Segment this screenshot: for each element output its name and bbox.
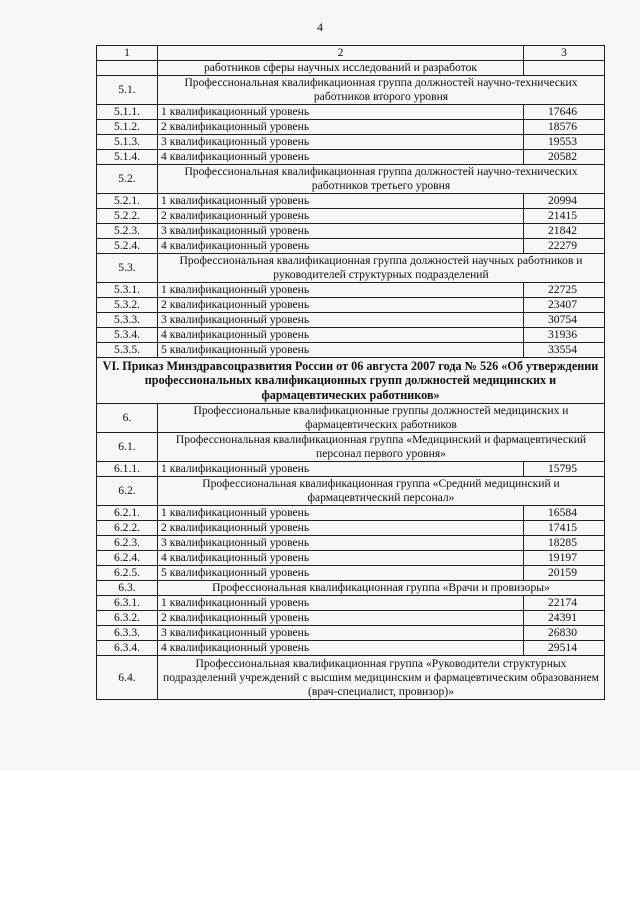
row-label: 1 квалификационный уровень xyxy=(158,283,524,298)
table-header-row xyxy=(97,46,605,61)
row-title: работников сферы научных исследований и разработок xyxy=(158,61,524,76)
row-code: 5.2. xyxy=(97,165,158,194)
row-title: Профессиональная квалификационная группа «Врачи и провизоры» xyxy=(158,581,605,596)
continuation-row xyxy=(97,61,605,76)
table-row xyxy=(97,150,605,165)
row-label: 3 квалификационный уровень xyxy=(158,313,524,328)
group-row xyxy=(97,404,605,433)
row-value xyxy=(524,61,605,76)
row-code: 5.1.1. xyxy=(97,105,158,120)
row-code: 5.2.2. xyxy=(97,209,158,224)
row-title: Профессиональная квалификационная группа «Средний медицинский и фармацевтический персонал» xyxy=(158,477,605,506)
row-label: 2 квалификационный уровень xyxy=(158,209,524,224)
table-row xyxy=(97,209,605,224)
row-value: 17415 xyxy=(524,521,605,536)
row-code: 6.3.1. xyxy=(97,596,158,611)
row-value: 17646 xyxy=(524,105,605,120)
table-row xyxy=(97,641,605,656)
row-code: 5.2.4. xyxy=(97,239,158,254)
group-row xyxy=(97,477,605,506)
group-row xyxy=(97,656,605,700)
row-code: 6.3.3. xyxy=(97,626,158,641)
table-row xyxy=(97,224,605,239)
row-code: 5.2.1. xyxy=(97,194,158,209)
table-row xyxy=(97,566,605,581)
table-row xyxy=(97,135,605,150)
row-label: 1 квалификационный уровень xyxy=(158,596,524,611)
row-code: 6.3.4. xyxy=(97,641,158,656)
section-row xyxy=(97,358,605,404)
row-title: Профессиональная квалификационная группа должностей научно-технических работников второго уровня xyxy=(158,76,605,105)
table-row xyxy=(97,194,605,209)
row-label: 1 квалификационный уровень xyxy=(158,506,524,521)
row-value: 24391 xyxy=(524,611,605,626)
row-label: 3 квалификационный уровень xyxy=(158,536,524,551)
row-label: 4 квалификационный уровень xyxy=(158,239,524,254)
row-value: 15795 xyxy=(524,462,605,477)
row-label: 4 квалификационный уровень xyxy=(158,150,524,165)
table-row xyxy=(97,343,605,358)
group-row xyxy=(97,76,605,105)
row-value: 31936 xyxy=(524,328,605,343)
row-label: 3 квалификационный уровень xyxy=(158,135,524,150)
row-value: 23407 xyxy=(524,298,605,313)
row-code: 6.1. xyxy=(97,433,158,462)
row-code: 6.4. xyxy=(97,656,158,700)
table-row xyxy=(97,328,605,343)
group-row xyxy=(97,165,605,194)
page-number: 4 xyxy=(317,20,323,34)
table-row xyxy=(97,298,605,313)
row-code: 5.1.4. xyxy=(97,150,158,165)
row-code: 5.1.3. xyxy=(97,135,158,150)
row-value: 29514 xyxy=(524,641,605,656)
table-row xyxy=(97,611,605,626)
row-code: 6.2.3. xyxy=(97,536,158,551)
row-code: 5.1. xyxy=(97,76,158,105)
row-value: 22174 xyxy=(524,596,605,611)
row-code: 5.3.2. xyxy=(97,298,158,313)
row-label: 4 квалификационный уровень xyxy=(158,328,524,343)
row-code: 6.2.1. xyxy=(97,506,158,521)
row-label: 1 квалификационный уровень xyxy=(158,194,524,209)
row-value: 22279 xyxy=(524,239,605,254)
row-code: 5.3. xyxy=(97,254,158,283)
row-label: 1 квалификационный уровень xyxy=(158,105,524,120)
row-code: 6.2. xyxy=(97,477,158,506)
group-row xyxy=(97,433,605,462)
row-label: 2 квалификационный уровень xyxy=(158,521,524,536)
column-header: 2 xyxy=(158,46,524,61)
group-row xyxy=(97,254,605,283)
row-label: 2 квалификационный уровень xyxy=(158,298,524,313)
table-row xyxy=(97,120,605,135)
row-value: 20994 xyxy=(524,194,605,209)
row-value: 22725 xyxy=(524,283,605,298)
row-code: 5.3.3. xyxy=(97,313,158,328)
row-code: 5.3.4. xyxy=(97,328,158,343)
row-value: 19553 xyxy=(524,135,605,150)
row-value: 18285 xyxy=(524,536,605,551)
table-row xyxy=(97,283,605,298)
row-value: 16584 xyxy=(524,506,605,521)
row-title: Профессиональная квалификационная группа должностей научно-технических работников третьего уровня xyxy=(158,165,605,194)
row-label: 5 квалификационный уровень xyxy=(158,566,524,581)
row-code: 6. xyxy=(97,404,158,433)
row-label: 5 квалификационный уровень xyxy=(158,343,524,358)
row-title: Профессиональная квалификационная группа должностей научных работников и руководителей структурных подразделений xyxy=(158,254,605,283)
row-code: 6.3.2. xyxy=(97,611,158,626)
row-label: 4 квалификационный уровень xyxy=(158,551,524,566)
row-value: 20159 xyxy=(524,566,605,581)
row-value: 18576 xyxy=(524,120,605,135)
section-title: VI. Приказ Минздравсоцразвития России от 06 августа 2007 года № 526 «Об утверждении профессиональных квалификационных групп должностей медицинских и фармацевтических работников» xyxy=(97,358,605,404)
row-code: 6.2.4. xyxy=(97,551,158,566)
row-value: 30754 xyxy=(524,313,605,328)
row-label: 3 квалификационный уровень xyxy=(158,626,524,641)
row-code: 5.1.2. xyxy=(97,120,158,135)
row-label: 2 квалификационный уровень xyxy=(158,611,524,626)
row-label: 4 квалификационный уровень xyxy=(158,641,524,656)
row-code: 6.2.2. xyxy=(97,521,158,536)
table-row xyxy=(97,536,605,551)
row-value: 20582 xyxy=(524,150,605,165)
row-title: Профессиональные квалификационные группы должностей медицинских и фармацевтических работников xyxy=(158,404,605,433)
table-body xyxy=(97,46,605,700)
table-row xyxy=(97,551,605,566)
row-label: 3 квалификационный уровень xyxy=(158,224,524,239)
column-header: 1 xyxy=(97,46,158,61)
row-label: 2 квалификационный уровень xyxy=(158,120,524,135)
column-header: 3 xyxy=(524,46,605,61)
row-title: Профессиональная квалификационная группа «Медицинский и фармацевтический персонал первого уровня» xyxy=(158,433,605,462)
table-row xyxy=(97,105,605,120)
table-row xyxy=(97,521,605,536)
salary-table xyxy=(96,45,605,700)
table-row xyxy=(97,313,605,328)
row-code: 6.1.1. xyxy=(97,462,158,477)
group-row xyxy=(97,581,605,596)
row-code xyxy=(97,61,158,76)
row-value: 33554 xyxy=(524,343,605,358)
row-title: Профессиональная квалификационная группа «Руководители структурных подразделений учреждений с высшим медицинским и фармацевтическим образованием (врач-специалист, провизор)» xyxy=(158,656,605,700)
row-code: 5.2.3. xyxy=(97,224,158,239)
row-code: 5.3.1. xyxy=(97,283,158,298)
table-row xyxy=(97,506,605,521)
row-code: 6.3. xyxy=(97,581,158,596)
row-value: 21842 xyxy=(524,224,605,239)
table-row xyxy=(97,626,605,641)
table-row xyxy=(97,239,605,254)
row-value: 19197 xyxy=(524,551,605,566)
table-row xyxy=(97,462,605,477)
row-code: 5.3.5. xyxy=(97,343,158,358)
row-code: 6.2.5. xyxy=(97,566,158,581)
row-value: 21415 xyxy=(524,209,605,224)
row-value: 26830 xyxy=(524,626,605,641)
row-label: 1 квалификационный уровень xyxy=(158,462,524,477)
table-row xyxy=(97,596,605,611)
